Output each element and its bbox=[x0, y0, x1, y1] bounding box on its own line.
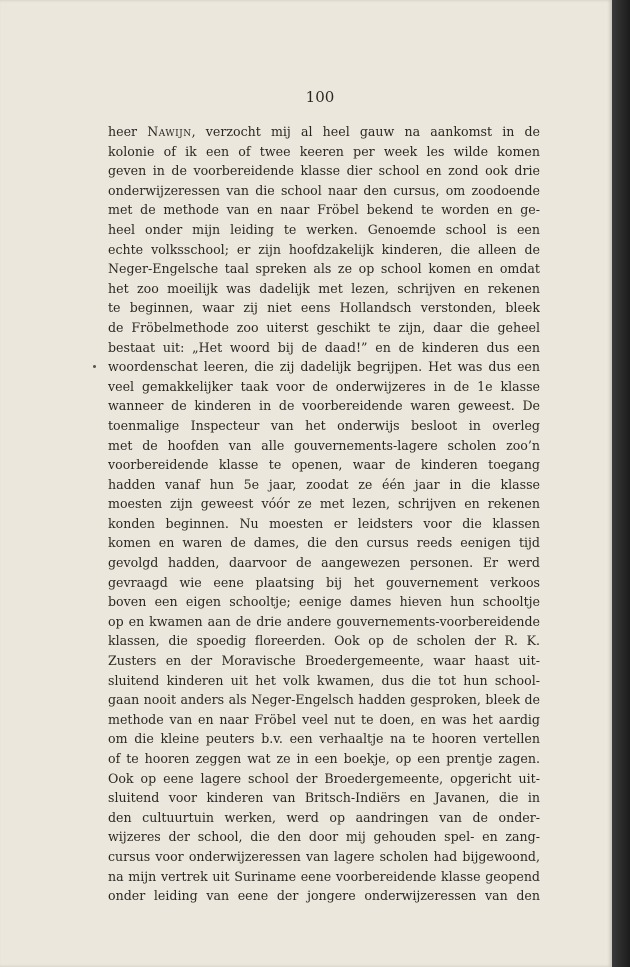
text-line: sluitend kinderen uit het volk kwamen, dus die tot hun school- bbox=[108, 672, 540, 688]
text-line: de Fröbelmethode zoo uiterst geschikt te zijn, daar die geheel bbox=[108, 319, 540, 335]
text-line: hadden vanaf hun 5e jaar, zoodat ze één jaar in die klasse bbox=[108, 476, 540, 492]
text-line: den cultuurtuin werken, werd op aandringen van de onder- bbox=[108, 809, 540, 825]
text-line: sluitend voor kinderen van Britsch-Indiërs en Javanen, die in bbox=[108, 790, 540, 806]
text-line: woordenschat leeren, die zij dadelijk begrijpen. Het was dus een bbox=[108, 359, 540, 375]
text-line: of te hooren zeggen wat ze in een boekje, op een prentje zagen. bbox=[108, 751, 540, 766]
text-line: heel onder mijn leiding te werken. Genoemde school is een bbox=[108, 221, 540, 237]
text-line: gevolgd hadden, daarvoor de aangewezen personen. Er werd bbox=[108, 555, 540, 571]
text-line: op en kwamen aan de drie andere gouvernements-voorbereidende bbox=[108, 613, 540, 629]
text-line: met de hoofden van alle gouvernements-lagere scholen zoo’n bbox=[108, 437, 540, 453]
text-line: heer Nawijn, verzocht mij al heel gauw na aankomst in de bbox=[108, 124, 540, 139]
text-line: konden beginnen. Nu moesten er leidsters voor die klassen bbox=[108, 515, 540, 531]
page-number: 100 bbox=[305, 88, 335, 106]
text-line: toenmalige Inspecteur van het onderwijs besloot in overleg bbox=[108, 417, 540, 433]
text-line: na mijn vertrek uit Suriname eene voorbereidende klasse geopend bbox=[108, 868, 540, 884]
text-line: het zoo moeilijk was dadelijk met lezen, schrijven en rekenen bbox=[108, 280, 540, 296]
text-line: onder leiding van eene der jongere onderwijzeressen van den bbox=[108, 888, 540, 904]
text-line: voorbereidende klasse te openen, waar de kinderen toegang bbox=[108, 457, 540, 473]
text-line: klassen, die spoedig floreerden. Ook op de scholen der R. K. bbox=[108, 633, 540, 649]
text-line: geven in de voorbereidende klasse dier school en zond ook drie bbox=[108, 163, 540, 179]
text-line: moesten zijn geweest vóór ze met lezen, schrijven en rekenen bbox=[108, 496, 540, 512]
text-line: echte volksschool; er zijn hoofdzakelijk kinderen, die alleen de bbox=[108, 241, 540, 257]
text-line: bestaat uit: „Het woord bij de daad!” en de kinderen dus een bbox=[108, 339, 540, 355]
margin-mark bbox=[93, 365, 96, 368]
text-line: gevraagd wie eene plaatsing bij het gouvernement verkoos bbox=[108, 574, 540, 590]
text-line: kolonie of ik een of twee keeren per week les wilde komen bbox=[108, 143, 540, 159]
text-line: te beginnen, waar zij niet eens Hollandsch verstonden, bleek bbox=[108, 300, 540, 316]
book-gutter-edge bbox=[612, 0, 630, 967]
text-line: methode van en naar Fröbel veel nut te doen, en was het aardig bbox=[108, 711, 540, 727]
text-line: Neger-Engelsche taal spreken als ze op school komen en omdat bbox=[108, 261, 540, 277]
text-line: Ook op eene lagere school der Broedergemeente, opgericht uit- bbox=[108, 770, 540, 786]
text-line: komen en waren de dames, die den cursus reeds eenigen tijd bbox=[108, 535, 540, 551]
body-text bbox=[108, 122, 540, 906]
text-line: boven een eigen schooltje; eenige dames hieven hun schooltje bbox=[108, 594, 540, 610]
text-line: cursus voor onderwijzeressen van lagere scholen had bijgewoond, bbox=[108, 848, 540, 864]
text-line: gaan nooit anders als Neger-Engelsch hadden gesproken, bleek de bbox=[108, 692, 540, 708]
text-line: met de methode van en naar Fröbel bekend te worden en ge- bbox=[108, 202, 540, 218]
person-name: Nawijn bbox=[147, 124, 192, 139]
text-line: om die kleine peuters b.v. een verhaaltje na te hooren vertellen bbox=[108, 731, 540, 747]
text-line: wijzeres der school, die den door mij gehouden spel- en zang- bbox=[108, 829, 540, 845]
text-line: Zusters en der Moravische Broedergemeente, waar haast uit- bbox=[108, 653, 540, 669]
text-line: veel gemakkelijker taak voor de onderwijzeres in de 1e klasse bbox=[108, 378, 540, 394]
text-line: wanneer de kinderen in de voorbereidende waren geweest. De bbox=[108, 398, 540, 414]
text-line: onderwijzeressen van die school naar den cursus, om zoodoende bbox=[108, 182, 540, 198]
